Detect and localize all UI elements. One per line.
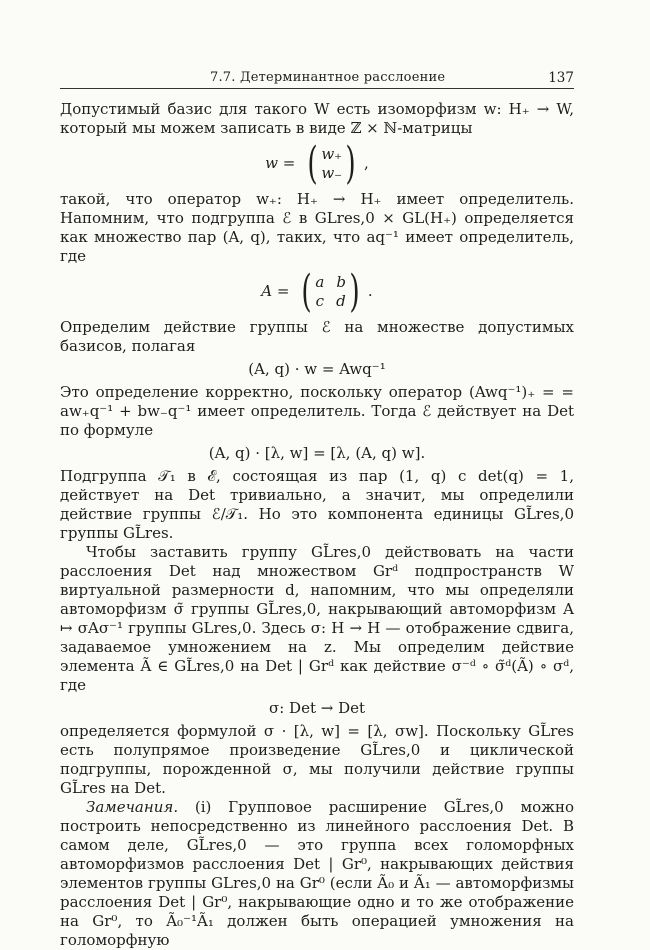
body-text <box>60 100 574 950</box>
matrix-entry: w₊ <box>321 145 343 163</box>
equation-action-on-det: (A, q) · [λ, w] = [λ, (A, q) w]. <box>208 444 426 462</box>
paragraph-5: Подгруппа 𝒯₁ в ℰ, состоящая из пар (1, q) с det(q) = 1, действует на Det тривиально, а значит, мы определили действие группы ℰ/𝒯₁. Но это компонента единицы GL̃res,0 группы GL̃res. <box>60 467 574 542</box>
remarks-label: Замечания. <box>86 798 179 816</box>
header-rule <box>60 88 574 89</box>
equation-sigma-det: σ: Det → Det <box>268 699 366 717</box>
matrix-entry: d <box>336 292 346 310</box>
section-title: 7.7. Детерминантное расслоение <box>210 70 446 85</box>
remarks-paragraph <box>60 798 574 950</box>
equation-w-matrix <box>60 138 574 189</box>
matrix-entry: a <box>315 273 325 291</box>
left-paren: ( <box>301 266 312 317</box>
running-header <box>60 66 574 86</box>
paragraph-7: определяется формулой σ · [λ, w] = [λ, σw]. Поскольку GL̃res есть полупрямое произведение GL̃res,0 и циклической подгруппы, порожденной σ, мы получили действие группы GL̃res на Det. <box>60 722 574 797</box>
right-paren: ) <box>349 266 360 317</box>
matrix-entry: c <box>315 292 325 310</box>
paragraph-2: такой, что оператор w₊: H₊ → H₊ имеет определитель. Напомним, что подгруппа ℰ в GLres,0 × GL(H₊) определяется как множество пар (A, q), таких, что aq⁻¹ имеет определитель, где <box>60 190 574 265</box>
paragraph-6: Чтобы заставить группу GL̃res,0 действовать на части расслоения Det над множеством Grᵈ подпространств W виртуальной размерности d, напомним, что мы определяли автоморфизм σ̃ группы GL̃res,0, накрывающий автоморфизм A ↦ σAσ⁻¹ группы GLres,0. Здесь σ: H → H — отображение сдвига, задаваемое умножением на z. Мы определим действие элемента Ã ∈ GL̃res,0 на Det | Grᵈ как действие σ⁻ᵈ ∘ σ̃ᵈ(Ã) ∘ σᵈ, где <box>60 543 574 694</box>
column-matrix <box>304 138 359 189</box>
equation-punct: . <box>367 282 373 300</box>
paragraph-4: Это определение корректно, поскольку оператор (Awq⁻¹)₊ = = aw₊q⁻¹ + bw₋q⁻¹ имеет определитель. Тогда ℰ действует на Det по формуле <box>60 383 574 439</box>
paragraph-1: Допустимый базис для такого W есть изоморфизм w: H₊ → W, который мы можем записать в виде ℤ × ℕ-матрицы <box>60 100 574 137</box>
equation-action-on-bases: (A, q) · w = Awq⁻¹ <box>248 360 386 378</box>
equation-punct: , <box>364 154 369 172</box>
left-paren: ( <box>307 138 318 189</box>
paragraph-3: Определим действие группы ℰ на множестве допустимых базисов, полагая <box>60 318 574 355</box>
equation-lhs: A = <box>261 282 290 300</box>
matrix-entry: w₋ <box>321 164 343 182</box>
matrix-entry: b <box>336 273 346 291</box>
block-matrix <box>298 266 363 317</box>
paragraph-8: (i) Групповое расширение GL̃res,0 можно построить непосредственно из линейного расслоения Det. В самом деле, GL̃res,0 — это группа всех голоморфных автоморфизмов расслоения Det | Gr⁰, накрывающих действия элементов группы GLres,0 на Gr⁰ (если Ã₀ и Ã₁ — автоморфизмы расслоения Det | Gr⁰, накрывающие одно и то же отображение на Gr⁰, то Ã₀⁻¹Ã₁ должен быть операцией умножения на голоморфную <box>60 798 574 949</box>
equation-lhs: w = <box>265 154 296 172</box>
equation-a-matrix <box>60 266 574 317</box>
right-paren: ) <box>345 138 356 189</box>
page-number: 137 <box>548 70 574 86</box>
